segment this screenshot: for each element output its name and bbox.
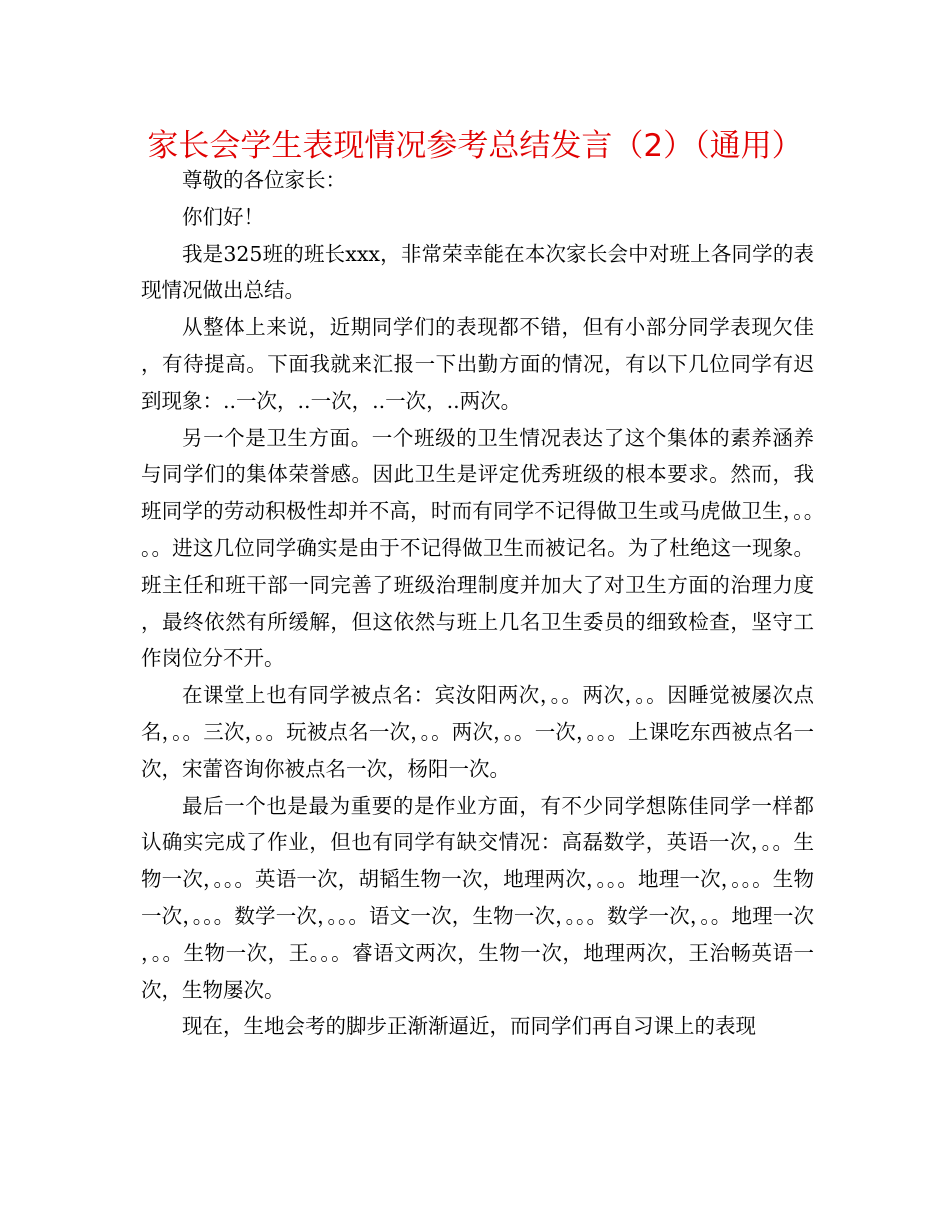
paragraph-hygiene: 另一个是卫生方面。一个班级的卫生情况表达了这个集体的素养涵养与同学们的集体荣誉感。因此卫生是评定优秀班级的根本要求。然而，我班同学的劳动积极性却并不高，时而有同学不记得做卫生或马虎做卫生，。。。。进这几位同学确实是由于不记得做卫生而被记名。为了杜绝这一现象。班主任和班干部一同完善了班级治理制度并加大了对卫生方面的治理力度，最终依然有所缓解，但这依然与班上几名卫生委员的细致检查，坚守工作岗位分不开。 xyxy=(141,425,814,671)
document-title: 家长会学生表现情况参考总结发言（2）（通用） xyxy=(147,128,803,164)
paragraph-salutation: 尊敬的各位家长： xyxy=(182,168,346,192)
document-body xyxy=(141,162,814,1045)
paragraph-homework: 最后一个也是最为重要的是作业方面，有不少同学想陈佳同学一样都认确实完成了作业，但也有同学有缺交情况：高磊数学，英语一次，。。生物一次，。。。英语一次，胡韬生物一次，地理两次，。。。地理一次，。。。生物一次，。。。数学一次，。。。语文一次，生物一次，。。。数学一次，。。地理一次，。。生物一次，王。。。睿语文两次，生物一次，地理两次，王治畅英语一次，生物屡次。 xyxy=(141,793,814,1002)
paragraph-exam: 现在，生地会考的脚步正渐渐逼近，而同学们再自习课上的表现 xyxy=(182,1014,756,1039)
paragraph-intro: 我是325班的班长xxx，非常荣幸能在本次家长会中对班上各同学的表现情况做出总结。 xyxy=(141,241,814,303)
paragraph-attendance: 从整体上来说，近期同学们的表现都不错，但有小部分同学表现欠佳，有待提高。下面我就来汇报一下出勤方面的情况，有以下几位同学有迟到现象：..一次，..一次，..一次，..两次。 xyxy=(141,315,814,413)
paragraph-classroom: 在课堂上也有同学被点名：宾汝阳两次，。。两次，。。因睡觉被屡次点名，。。三次，。。玩被点名一次，。。两次，。。一次，。。。上课吃东西被点名一次，宋蕾咨询你被点名一次，杨阳一次。 xyxy=(141,683,814,781)
paragraph-greeting: 你们好！ xyxy=(182,204,264,229)
